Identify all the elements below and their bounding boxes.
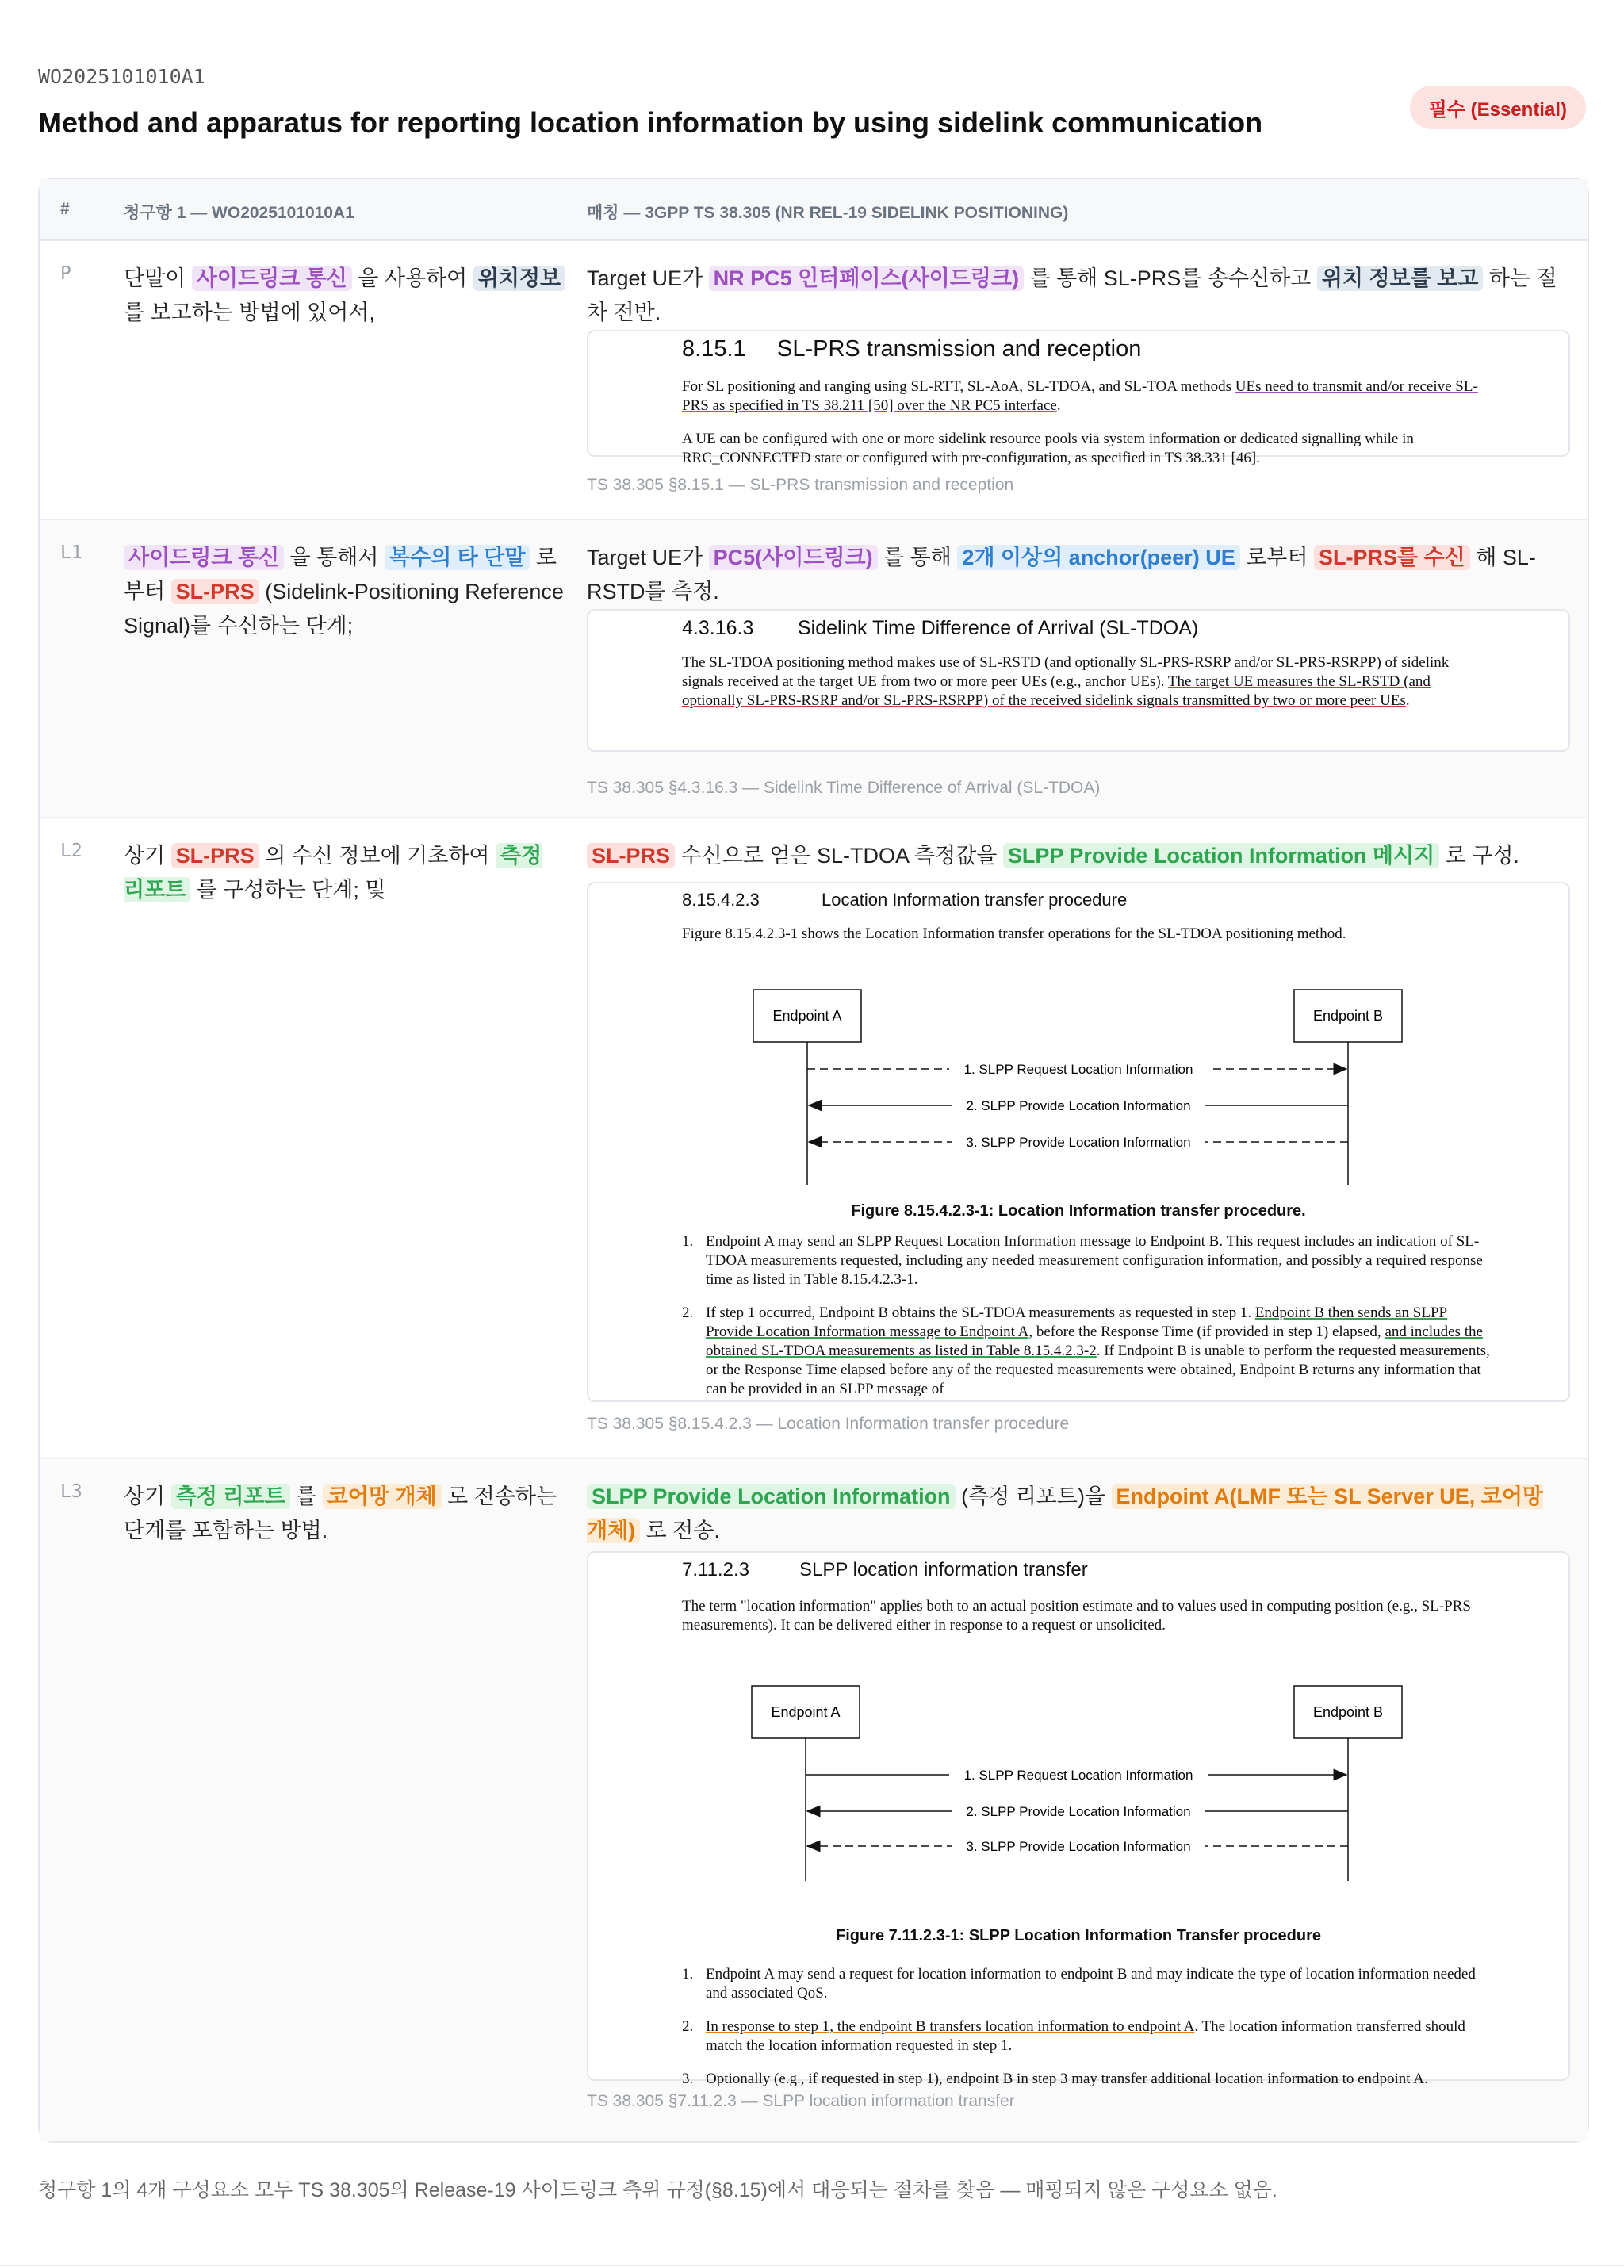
snippet-section-heading <box>682 336 1141 362</box>
divider <box>0 2265 1624 2266</box>
para-part: . <box>1405 692 1410 709</box>
para-part: The SL-TDOA positioning method makes use of SL-RSTD (and optionally SL-PRS-RSRP and/or SL-PRS-RSRPP) of sidelink signals received at the target UE from two or more peer UEs (e.g., anchor UEs). <box>682 654 1450 690</box>
item-part: . The location information transferred should match the location information requested in step 1. <box>706 2018 1465 2054</box>
match-highlight: PC5(사이드링크) <box>709 545 878 570</box>
message-label-3: 3. SLPP Provide Location Information <box>966 1135 1191 1150</box>
col-header-match: 매칭 — 3GPP TS 38.305 (NR REL-19 SIDELINK POSITIONING) <box>587 204 1069 222</box>
claim-mapping-table <box>38 178 1589 2143</box>
item-part: , before the Response Time (if provided in step 1) elapsed, <box>1028 1324 1385 1340</box>
message-label-1: 1. SLPP Request Location Information <box>963 1062 1193 1077</box>
match-text <box>587 839 1567 873</box>
source-reference: TS 38.305 §4.3.16.3 — Sidelink Time Difference of Arrival (SL-TDOA) <box>587 779 1101 797</box>
para-part: . <box>1056 397 1061 414</box>
snippet-section-heading <box>682 1559 1088 1581</box>
claim-part: 로 전송하는 단계를 포함하는 방법. <box>124 1485 557 1542</box>
underlined-evidence: In response to step 1, the endpoint B transfers location information to endpoint A <box>706 2018 1195 2035</box>
page-title: Method and apparatus for reporting location information by using sidelink communication <box>38 106 1263 139</box>
match-highlight: NR PC5 인터페이스(사이드링크) <box>709 266 1024 291</box>
message-label-1: 1. SLPP Request Location Information <box>963 1768 1193 1783</box>
figure-caption: Figure 7.11.2.3-1: SLPP Location Information Transfer procedure <box>835 1927 1321 1944</box>
underlined-evidence: The target UE measures the SL-RSTD (and optionally SL-PRS-RSRP and/or SL-PRS-RSRPP) of the received sidelink signals transmitted by two or more peer UEs <box>682 673 1431 709</box>
sequence-diagram <box>588 987 1568 1193</box>
claim-part: 를 <box>289 1485 323 1508</box>
claim-highlight: 위치정보 <box>473 266 565 291</box>
match-highlight: SLPP Provide Location Information <box>587 1484 956 1509</box>
table-row-l2 <box>40 818 1588 1459</box>
match-text <box>587 1480 1567 1548</box>
endpoint-b-label: Endpoint B <box>1312 1008 1384 1024</box>
claim-part: 의 수신 정보에 기초하여 <box>259 844 496 868</box>
spec-snippet <box>587 882 1570 1402</box>
list-number: 2. <box>682 1304 694 1321</box>
source-reference: TS 38.305 §8.15.4.2.3 — Location Information transfer procedure <box>587 1415 1070 1433</box>
list-number: 3. <box>682 2071 694 2087</box>
row-id: L2 <box>60 841 82 861</box>
match-part: 해 SL-RSTD를 측정. <box>587 546 1536 603</box>
snippet-paragraph: The term "location information" applies both to an actual position estimate and to values used in computing position (e.g., SL-PRS measurements). It can be delivered either in response to a request or unsolicited. <box>682 1598 1471 1634</box>
match-highlight: 위치 정보를 보고 <box>1317 266 1484 291</box>
row-id: L3 <box>60 1481 82 1502</box>
underlined-evidence: and includes the obtained SL-TDOA measurements as listed in Table 8.15.4.2.3-2 <box>706 1324 1483 1359</box>
match-part: Target UE가 <box>587 266 709 290</box>
section-title: Location Information transfer procedure <box>822 890 1128 910</box>
item-part: . If Endpoint B is unable to perform the requested measurements, or the Response Time elapsed before any of the requested measurements were obtained, Endpoint B returns any information that can be provided in an SLPP message of <box>706 1343 1490 1397</box>
spec-snippet <box>587 1551 1570 2087</box>
sequence-diagram <box>588 1683 1568 1889</box>
patent-id: WO2025101010A1 <box>38 65 205 88</box>
claim-highlight: 복수의 타 단말 <box>385 545 530 570</box>
claim-highlight: 측정 리포트 <box>124 844 542 902</box>
list-number: 2. <box>682 2018 694 2035</box>
figure-caption: Figure 8.15.4.2.3-1: Location Information transfer procedure. <box>851 1202 1306 1220</box>
endpoint-a-label: Endpoint A <box>772 1008 842 1024</box>
match-text <box>587 541 1567 609</box>
claim-text <box>124 1480 568 1548</box>
claim-text <box>124 262 568 330</box>
claim-text <box>124 541 568 643</box>
claim-part: 로부터 <box>124 546 557 603</box>
underlined-evidence: UEs need to transmit and/or receive SL-PRS as specified in TS 38.211 [50] over the NR PC5 interface <box>682 378 1478 414</box>
claim-part: 를 보고하는 방법에 있어서, <box>124 301 375 324</box>
list-item-text: Endpoint A may send an SLPP Request Location Information message to Endpoint B. This request includes an indication of SL-TDOA measurements requested, including any needed measurement configuration information, and possibly a required response time as listed in Table 8.15.4.2.3-1. <box>706 1233 1483 1288</box>
col-header-claim: 청구항 1 — WO2025101010A1 <box>124 204 354 222</box>
section-number: 8.15.4.2.3 <box>682 890 760 910</box>
claim-part: 상기 <box>124 1485 171 1508</box>
section-title: SL-PRS transmission and reception <box>777 336 1142 362</box>
section-number: 4.3.16.3 <box>682 617 754 639</box>
essential-badge: 필수 (Essential) <box>1410 86 1586 129</box>
claim-part: 을 통해서 <box>284 546 385 569</box>
table-row-p <box>40 241 1588 520</box>
section-title: Sidelink Time Difference of Arrival (SL-TDOA) <box>798 617 1199 639</box>
claim-highlight: 측정 리포트 <box>171 1484 290 1509</box>
match-part: 하는 절차 전반. <box>587 266 1557 324</box>
match-part: 로부터 <box>1239 546 1314 569</box>
claim-highlight: 사이드링크 통신 <box>124 545 284 570</box>
snippet-paragraph: A UE can be configured with one or more sidelink resource pools via system information or dedicated signalling while in RRC_CONNECTED state or configured with pre-configuration, as specified in TS 38.331 [46]. <box>682 431 1414 466</box>
snippet-section-heading <box>682 890 1127 910</box>
match-part: 로 구성. <box>1439 844 1519 868</box>
claim-part: 를 구성하는 단계; 및 <box>190 878 386 902</box>
claim-text <box>124 839 568 907</box>
source-reference: TS 38.305 §7.11.2.3 — SLPP location information transfer <box>587 2092 1015 2110</box>
section-title: SLPP location information transfer <box>799 1559 1088 1580</box>
match-part: 수신으로 얻은 SL-TDOA 측정값을 <box>675 844 1003 868</box>
snippet-paragraph <box>682 653 1491 711</box>
match-highlight: SL-PRS <box>587 843 675 868</box>
claim-part: 단말이 <box>124 266 192 290</box>
table-row-l1 <box>40 520 1588 818</box>
list-number: 1. <box>682 1233 694 1250</box>
row-id: L1 <box>60 542 82 563</box>
claim-highlight: SL-PRS <box>171 843 259 868</box>
message-label-2: 2. SLPP Provide Location Information <box>966 1098 1191 1113</box>
item-part: If step 1 occurred, Endpoint B obtains the SL-TDOA measurements as requested in step 1. <box>706 1304 1255 1321</box>
match-part: Target UE가 <box>587 546 709 569</box>
list-item-text: Endpoint A may send a request for location information to endpoint B and may indicate the type of location information needed and associated QoS. <box>706 1966 1476 2002</box>
claim-highlight: SL-PRS <box>171 579 259 604</box>
para-part: For SL positioning and ranging using SL-RTT, SL-AoA, SL-TDOA, and SL-TOA methods <box>682 378 1235 395</box>
col-header-id: # <box>60 200 70 218</box>
endpoint-b-label: Endpoint B <box>1312 1704 1384 1720</box>
summary-footer: 청구항 1의 4개 구성요소 모두 TS 38.305의 Release-19 사이드링크 측위 규정(§8.15)에서 대응되는 절차를 찾음 — 매핑되지 않은 구성요소 없음. <box>38 2179 1277 2201</box>
message-label-2: 2. SLPP Provide Location Information <box>966 1804 1191 1819</box>
snippet-paragraph <box>682 377 1491 416</box>
claim-highlight: 사이드링크 통신 <box>192 266 352 291</box>
spec-snippet <box>587 330 1570 466</box>
source-reference: TS 38.305 §8.15.1 — SL-PRS transmission and reception <box>587 476 1014 494</box>
match-part: 로 전송. <box>640 1519 720 1542</box>
list-item-text: Optionally (e.g., if requested in step 1), endpoint B in step 3 may transfer additional location information to endpoint A. <box>706 2071 1428 2087</box>
list-item-text <box>706 1304 1491 1399</box>
snippet-paragraph: Figure 8.15.4.2.3-1 shows the Location Information transfer operations for the SL-TDOA positioning method. <box>682 925 1346 942</box>
section-number: 8.15.1 <box>682 336 746 362</box>
match-highlight: SL-PRS를 수신 <box>1314 545 1470 570</box>
underlined-evidence: Endpoint B then sends an SLPP Provide Location Information message to Endpoint A <box>706 1304 1448 1340</box>
table-row-l3 <box>40 1459 1588 2141</box>
match-highlight: Endpoint A(LMF 또는 SL Server UE, 코어망 개체) <box>587 1485 1543 1542</box>
message-label-3: 3. SLPP Provide Location Information <box>966 1839 1191 1854</box>
table-header <box>40 179 1588 241</box>
spec-snippet <box>587 609 1570 752</box>
match-highlight: SLPP Provide Location Information 메시지 <box>1003 843 1439 868</box>
match-text <box>587 262 1567 330</box>
row-id: P <box>60 263 71 284</box>
section-number: 7.11.2.3 <box>682 1559 749 1580</box>
claim-highlight: 코어망 개체 <box>323 1484 442 1509</box>
list-item-text <box>706 2017 1491 2055</box>
match-part: 를 통해 <box>877 546 958 569</box>
claim-part: 상기 <box>124 844 171 868</box>
snippet-section-heading <box>682 617 1198 640</box>
list-number: 1. <box>682 1966 694 1983</box>
match-part: (측정 리포트)을 <box>955 1485 1112 1508</box>
claim-part: (Sidelink-Positioning Reference Signal)를 수신하는 단계; <box>124 580 564 638</box>
claim-part: 을 사용하여 <box>351 266 473 290</box>
match-highlight: 2개 이상의 anchor(peer) UE <box>957 545 1239 570</box>
match-part: 를 통해 SL-PRS를 송수신하고 <box>1023 266 1317 290</box>
endpoint-a-label: Endpoint A <box>771 1704 841 1720</box>
